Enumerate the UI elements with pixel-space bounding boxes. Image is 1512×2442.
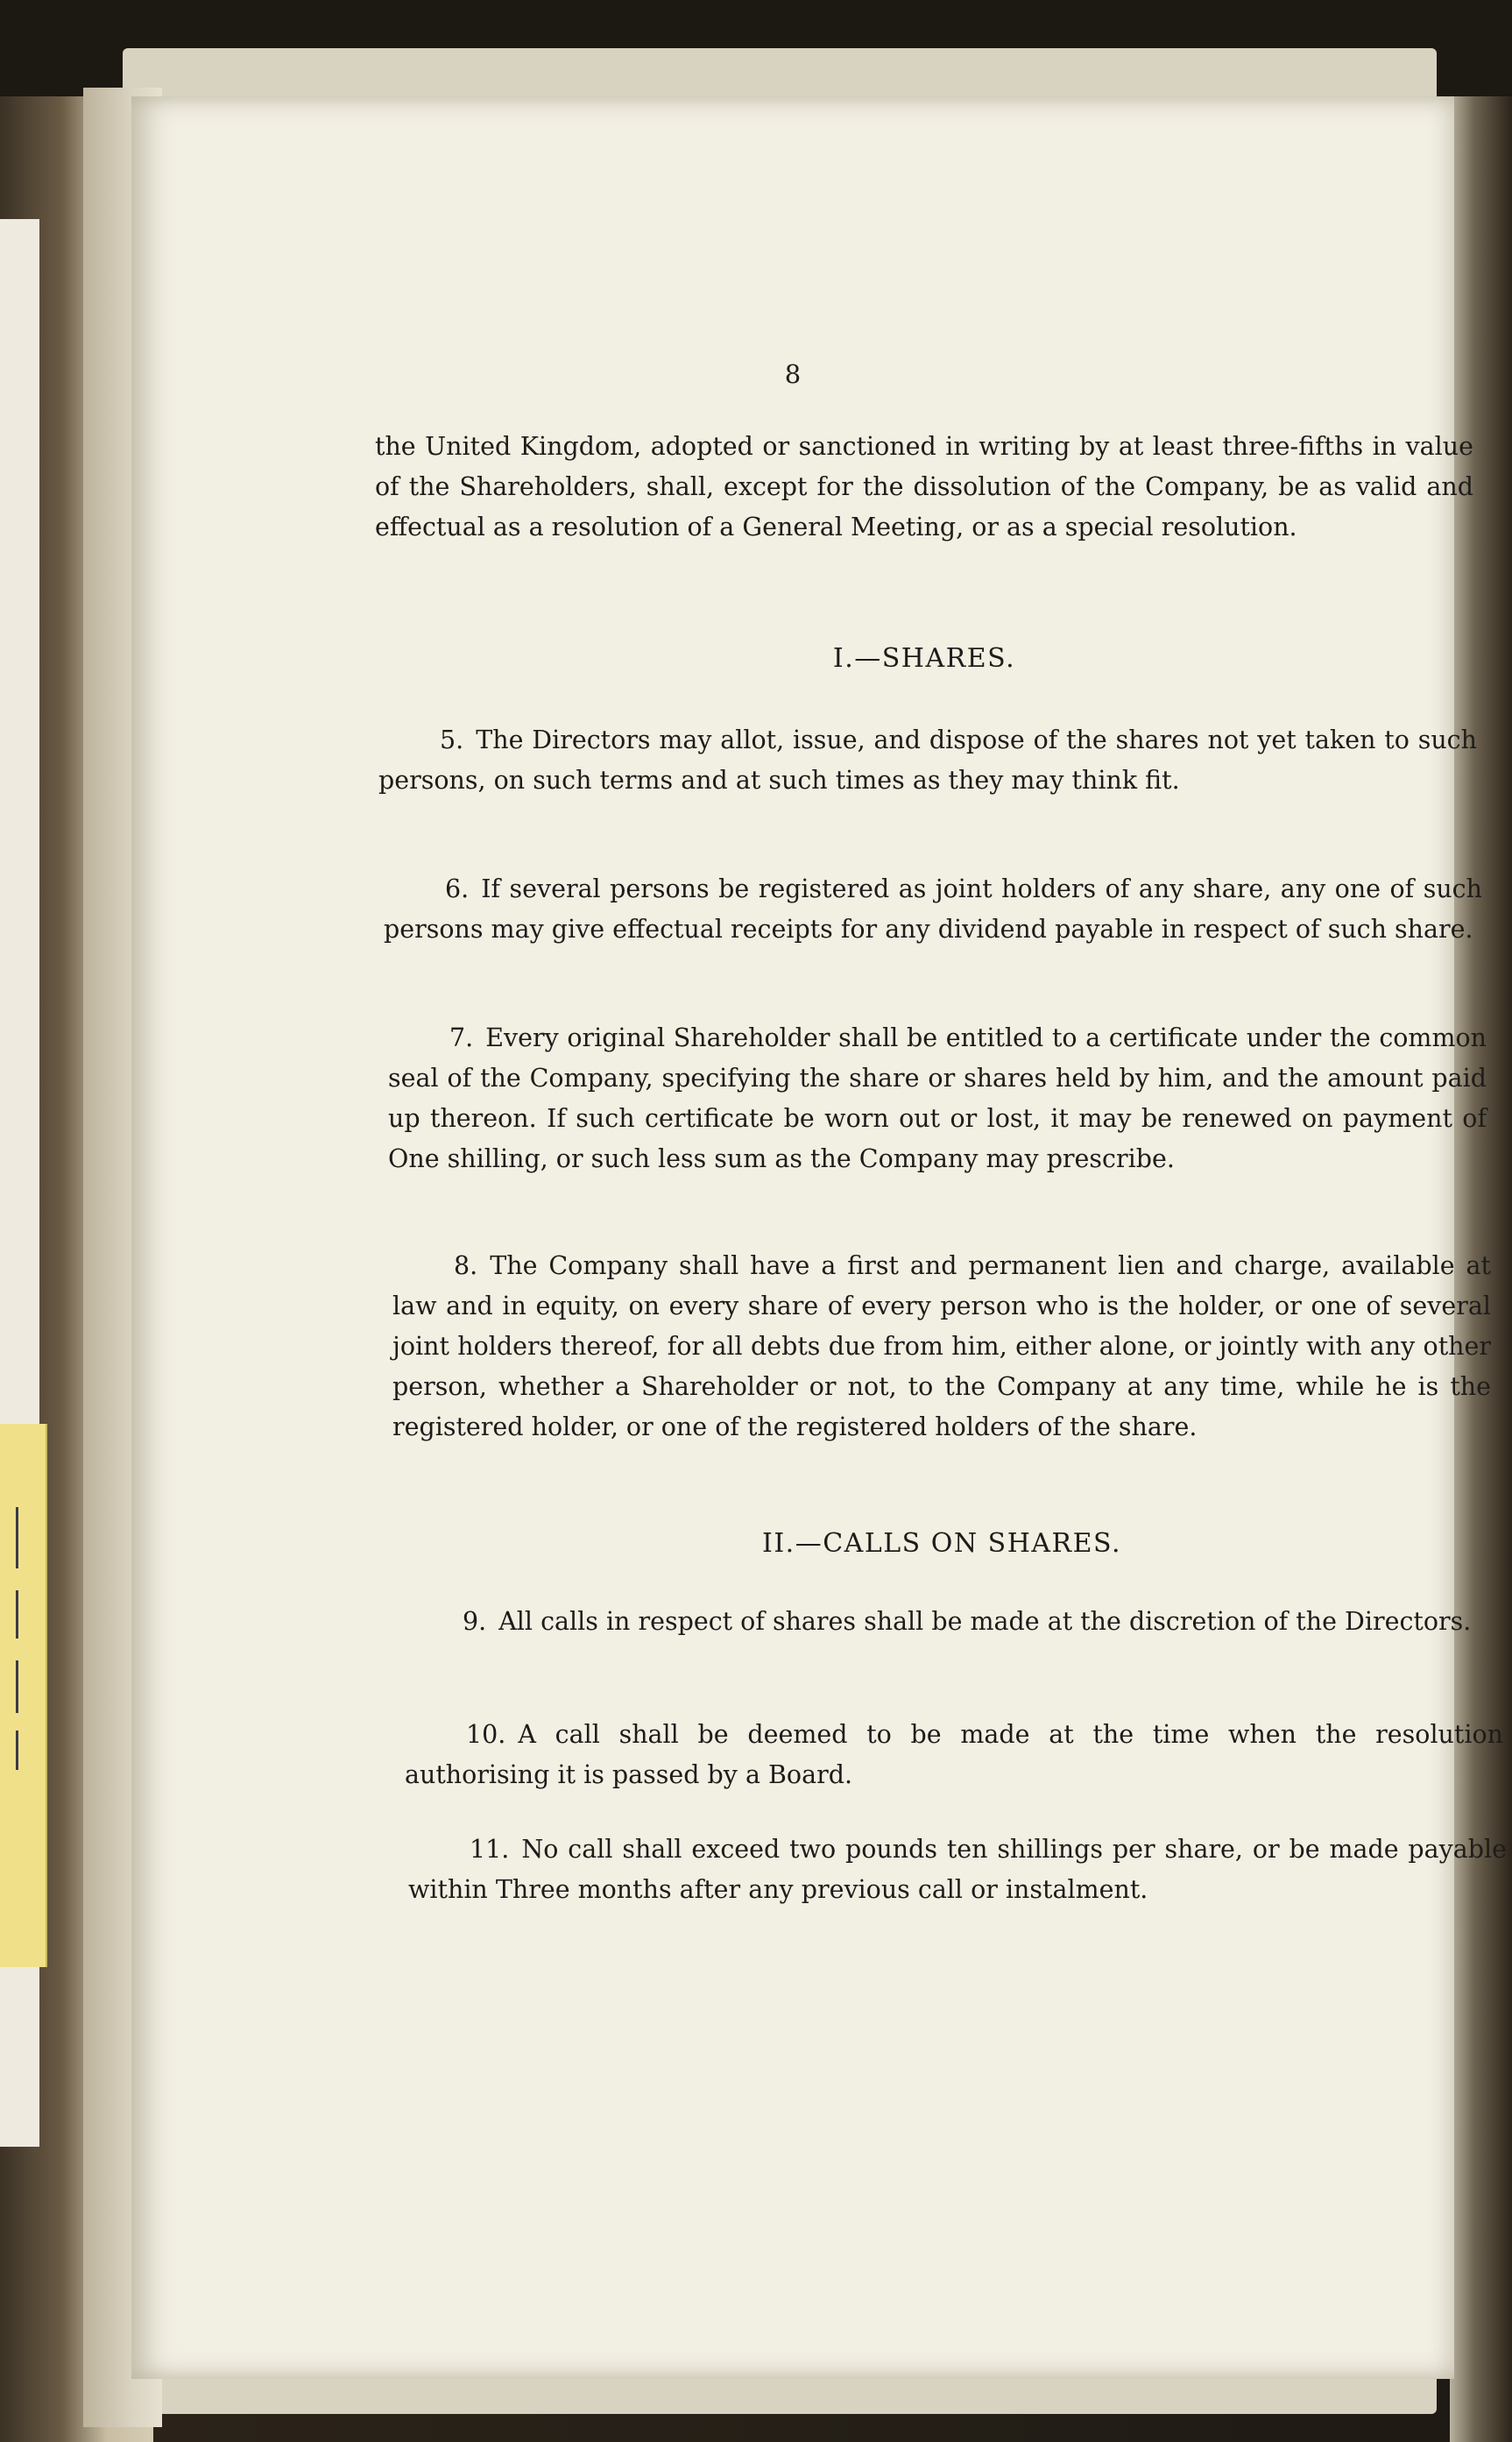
paragraph-8-number: 8. bbox=[454, 1251, 478, 1280]
paragraph-9-text: All calls in respect of shares shall be made at the discretion of the Directors. bbox=[498, 1607, 1472, 1636]
document-page bbox=[131, 96, 1507, 2379]
paragraph-7-number: 7. bbox=[449, 1023, 474, 1052]
paragraph-5 bbox=[378, 720, 1477, 801]
note-mark bbox=[16, 1660, 18, 1713]
page-number: 8 bbox=[784, 359, 802, 389]
paragraph-11-number: 11. bbox=[470, 1835, 510, 1864]
paragraph-8 bbox=[392, 1246, 1491, 1448]
paragraph-5-number: 5. bbox=[440, 726, 464, 754]
section-heading-shares: I.—SHARES. bbox=[832, 643, 1016, 674]
section-heading-calls: II.—CALLS ON SHARES. bbox=[761, 1528, 1122, 1559]
paragraph-6-number: 6. bbox=[445, 874, 470, 903]
note-mark bbox=[16, 1731, 18, 1770]
paragraph-11 bbox=[408, 1830, 1507, 1910]
page-text bbox=[131, 96, 1507, 2379]
paragraph-11-text: No call shall exceed two pounds ten shillings per share, or be made payable within Three months after any previous call or instalment. bbox=[408, 1835, 1507, 1904]
paragraph-5-text: The Directors may allot, issue, and dispose of the shares not yet taken to such persons, on such terms and at such times as they may think fit. bbox=[378, 726, 1477, 795]
paragraph-7 bbox=[388, 1018, 1487, 1179]
paragraph-8-text: The Company shall have a first and permanent lien and charge, available at law and in equity, on every share of every person who is the holder, or one of several joint holders thereof, for all debts due from him, either alone, or jointly with any other person, whether a Shareholder or not, to the Company at any time, while he is the registered holder, or one of the registered holders of the share. bbox=[392, 1251, 1491, 1441]
paragraph-7-text: Every original Shareholder shall be entitled to a certificate under the common seal of the Company, specifying the share or shares held by him, and the amount paid up thereon. If such certificate be worn out or lost, it may be renewed on payment of One shilling, or such less sum as the Company may prescribe. bbox=[388, 1023, 1487, 1173]
paragraph-9 bbox=[401, 1602, 1500, 1642]
note-mark bbox=[16, 1507, 18, 1568]
intro-paragraph: the United Kingdom, adopted or sanctioned in writing by at least three-fifths in value of the Shareholders, shall, except for the dissolution of the Company, be as valid and effectual as a resolution of a General Meeting, or as a special resolution. bbox=[375, 432, 1473, 541]
paragraph-10-number: 10. bbox=[466, 1720, 506, 1749]
paragraph-6 bbox=[384, 869, 1482, 950]
paragraph-10-text: A call shall be deemed to be made at the time when the resolution authorising it is passed by a Board. bbox=[405, 1720, 1503, 1789]
paragraph-9-number: 9. bbox=[463, 1607, 487, 1636]
paragraph-10 bbox=[405, 1715, 1503, 1795]
paragraph-6-text: If several persons be registered as joint holders of any share, any one of such persons may give effectual receipts for any dividend payable in respect of such share. bbox=[384, 874, 1482, 944]
note-mark bbox=[16, 1590, 18, 1639]
yellow-tab-note bbox=[0, 1424, 47, 1967]
